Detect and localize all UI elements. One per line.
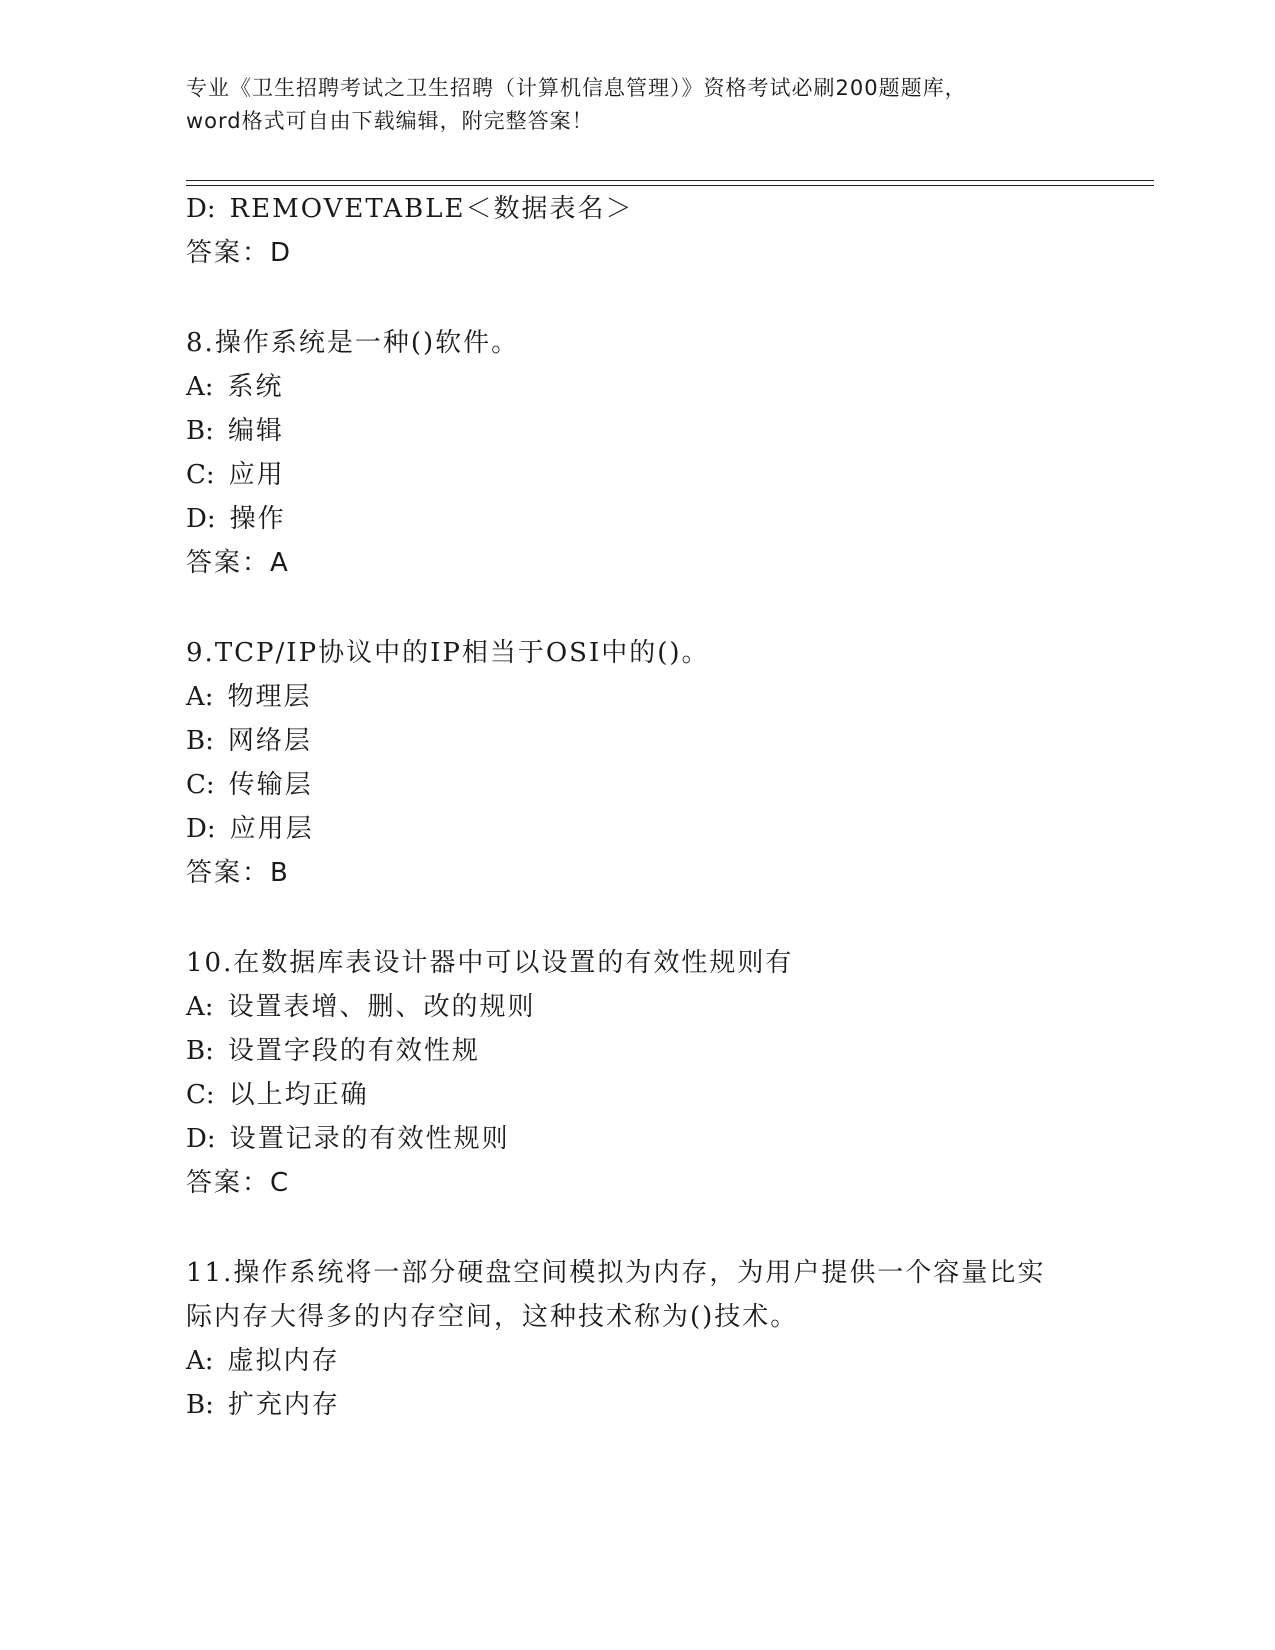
option-text: 物理层 — [227, 682, 312, 712]
question-stem — [186, 327, 519, 359]
header-divider-top — [186, 180, 1154, 181]
option-line — [186, 415, 284, 447]
answer-line — [186, 237, 291, 269]
answer-value: A — [270, 548, 289, 578]
header-line-1: 专业《卫生招聘考试之卫生招聘（计算机信息管理）》资格考试必刷200题题库， — [186, 76, 967, 100]
option-line — [186, 1123, 510, 1155]
option-line — [186, 503, 286, 535]
answer-value: C — [270, 1168, 290, 1198]
question-text: 在数据库表设计器中可以设置的有效性规则有 — [233, 948, 794, 978]
option-key: A: — [186, 682, 214, 712]
answer-value: B — [270, 858, 289, 888]
answer-label: 答案： — [186, 238, 271, 268]
answer-line — [186, 1167, 289, 1199]
option-line — [186, 991, 536, 1023]
option-line — [186, 725, 312, 757]
option-key: B: — [186, 1390, 214, 1420]
option-key: C: — [186, 770, 215, 800]
option-line — [186, 371, 284, 403]
option-text: 设置表增、删、改的规则 — [227, 992, 536, 1022]
option-text: 应用 — [228, 460, 285, 490]
question-text: TCP/IP协议中的IP相当于OSI中的()。 — [214, 638, 710, 668]
option-text: 设置字段的有效性规 — [227, 1036, 480, 1066]
option-text: 操作 — [229, 504, 286, 534]
option-key: B: — [186, 1036, 214, 1066]
option-text: 设置记录的有效性规则 — [229, 1124, 510, 1154]
answer-line — [186, 857, 289, 889]
option-key: D: — [186, 194, 216, 224]
question-text: 操作系统将一部分硬盘空间模拟为内存，为用户提供一个容量比实 — [233, 1258, 1046, 1288]
answer-label: 答案： — [186, 548, 271, 578]
option-key: D: — [186, 1124, 216, 1154]
option-line — [186, 1035, 480, 1067]
option-key: A: — [186, 1346, 214, 1376]
question-number: 10. — [186, 948, 234, 978]
question-text: 操作系统是一种()软件。 — [214, 328, 520, 358]
answer-label: 答案： — [186, 858, 271, 888]
option-line — [186, 1389, 340, 1421]
question-stem-continued — [186, 1301, 798, 1333]
option-text: 网络层 — [227, 726, 312, 756]
option-line — [186, 193, 633, 225]
option-key: D: — [186, 504, 216, 534]
question-stem — [186, 637, 710, 669]
option-key: A: — [186, 992, 214, 1022]
answer-value: D — [270, 238, 292, 268]
header-line-2: word格式可自由下载编辑，附完整答案！ — [186, 109, 594, 133]
option-text: 编辑 — [227, 416, 284, 446]
option-line — [186, 813, 314, 845]
option-text: 虚拟内存 — [227, 1346, 340, 1376]
option-text: 传输层 — [228, 770, 313, 800]
option-text: 应用层 — [229, 814, 314, 844]
question-stem — [186, 947, 793, 979]
option-key: D: — [186, 814, 216, 844]
option-text: 以上均正确 — [228, 1080, 369, 1110]
option-line — [186, 1079, 369, 1111]
option-key: B: — [186, 416, 214, 446]
option-line — [186, 769, 313, 801]
header-divider-bottom — [186, 185, 1154, 186]
document-header — [186, 72, 1086, 138]
option-key: C: — [186, 1080, 215, 1110]
option-text: REMOVETABLE＜数据表名＞ — [229, 194, 634, 224]
question-number: 8. — [186, 328, 215, 358]
question-number: 11. — [186, 1258, 234, 1288]
option-key: C: — [186, 460, 215, 490]
answer-line — [186, 547, 289, 579]
option-key: B: — [186, 726, 214, 756]
option-key: A: — [186, 372, 214, 402]
option-line — [186, 459, 285, 491]
question-stem — [186, 1257, 1045, 1289]
question-number: 9. — [186, 638, 215, 668]
option-text: 扩充内存 — [227, 1390, 340, 1420]
option-line — [186, 1345, 340, 1377]
option-line — [186, 681, 312, 713]
option-text: 系统 — [227, 372, 284, 402]
answer-label: 答案： — [186, 1168, 271, 1198]
question-text: 际内存大得多的内存空间，这种技术称为()技术。 — [186, 1302, 799, 1332]
